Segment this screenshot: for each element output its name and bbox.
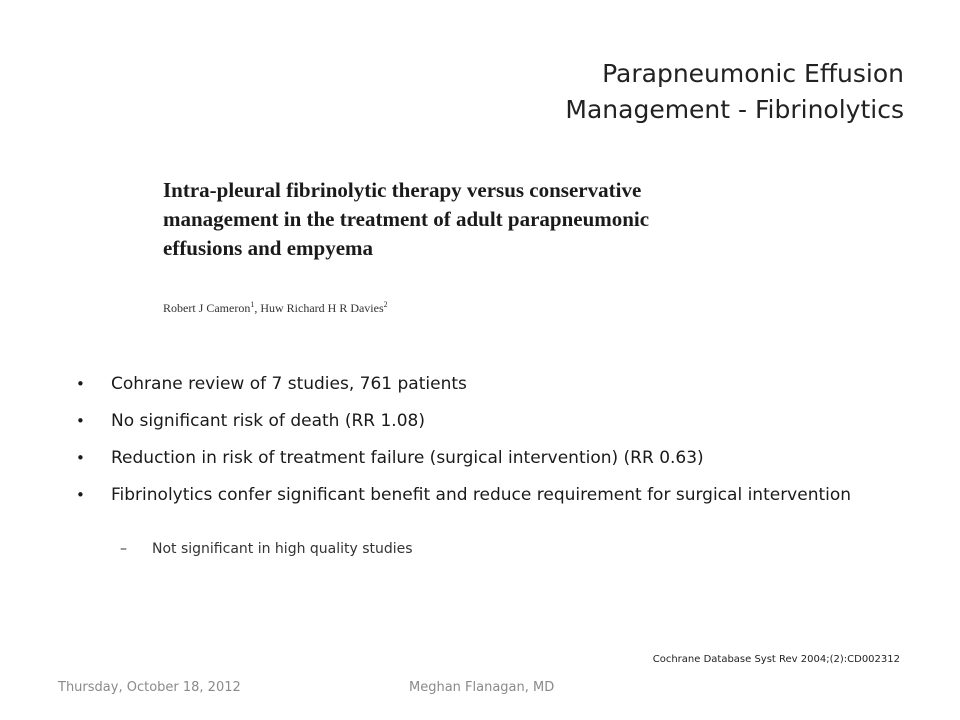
bullet-text: Reduction in risk of treatment failure (surgical intervention) (RR 0.63): [111, 448, 704, 468]
paper-title-line-2: management in the treatment of adult parapneumonic: [163, 207, 650, 231]
sub-bullet-dash: –: [120, 541, 127, 557]
bullet-item: [76, 372, 876, 396]
bullet-text: Cohrane review of 7 studies, 761 patients: [111, 374, 467, 394]
author-1: Robert J Cameron: [163, 301, 251, 315]
bullet-item: [76, 483, 876, 507]
footer-author: Meghan Flanagan, MD: [409, 680, 555, 695]
citation: Cochrane Database Syst Rev 2004;(2):CD002312: [652, 654, 900, 665]
author-2-affiliation: 2: [383, 300, 388, 309]
author-2: Huw Richard H R Davies: [260, 301, 384, 315]
slide-title-line-2: Management - Fibrinolytics: [565, 95, 904, 124]
bullet-dot-icon: •: [76, 486, 85, 504]
slide-title-line-1: Parapneumonic Effusion: [602, 59, 904, 88]
bullet-dot-icon: •: [76, 449, 85, 467]
bullet-text: No significant risk of death (RR 1.08): [111, 411, 425, 431]
author-1-affiliation: 1: [250, 300, 255, 309]
bullet-item: [76, 446, 876, 470]
bullet-list: [76, 372, 876, 520]
bullet-item: [76, 409, 876, 433]
bullet-text: Fibrinolytics confer significant benefit and reduce requirement for surgical intervention: [111, 485, 852, 505]
bullet-dot-icon: •: [76, 375, 85, 393]
footer-date: Thursday, October 18, 2012: [58, 680, 241, 695]
sub-bullet: [120, 541, 413, 557]
author-separator: ,: [254, 301, 261, 315]
bullet-dot-icon: •: [76, 412, 85, 430]
slide-title: [565, 56, 904, 128]
paper-title: [163, 176, 843, 263]
paper-title-line-1: Intra-pleural fibrinolytic therapy versus conservative: [163, 178, 642, 202]
sub-bullet-text: Not significant in high quality studies: [152, 541, 413, 557]
paper-authors: [163, 300, 388, 316]
paper-title-line-3: effusions and empyema: [163, 236, 374, 260]
